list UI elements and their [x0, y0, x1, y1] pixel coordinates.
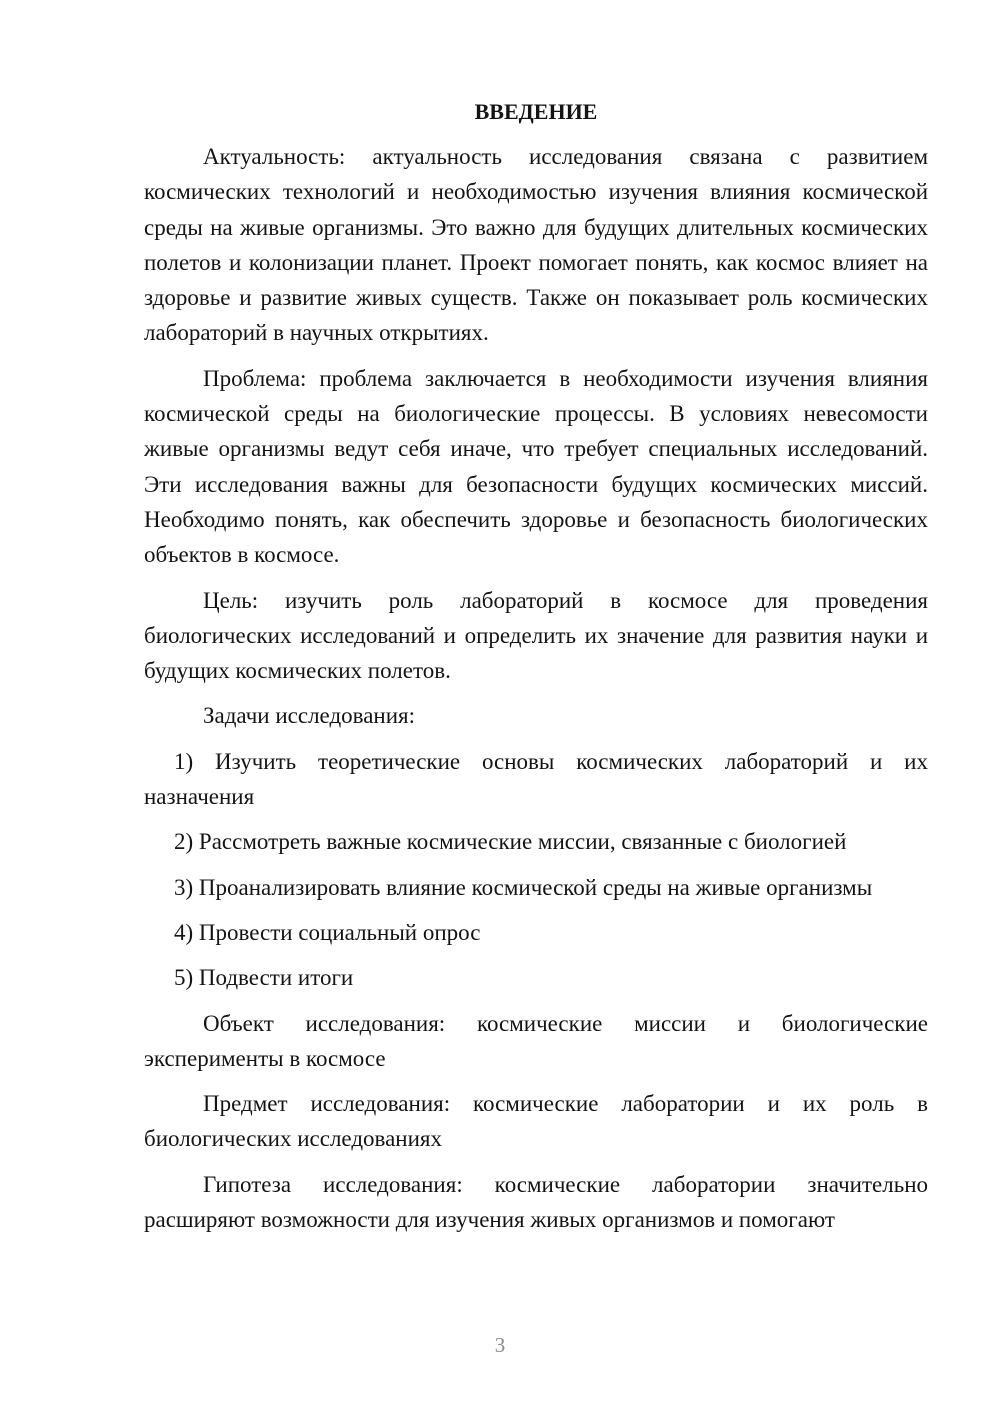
task-item-3: 3) Проанализировать влияние космической среды на живые организмы: [174, 874, 873, 900]
relevance-paragraph: Актуальность: актуальность исследования связана с развитием космических технологий и необходимостью изучения влияния космической среды на живые организмы. Это важно для будущих длительных космических полетов и колонизации планет. Проект помогает понять, как космос влияет на здоровье и развитие живых существ. Также он показывает роль космических лабораторий в научных открытиях.: [144, 144, 928, 346]
object-paragraph: Объект исследования: космические миссии и биологические эксперименты в космосе: [144, 1010, 928, 1071]
hypothesis-paragraph: Гипотеза исследования: космические лаборатории значительно расширяют возможности для изучения живых организмов и помогают: [144, 1171, 928, 1233]
goal-paragraph: Цель: изучить роль лабораторий в космосе для проведения биологических исследований и определить их значение для развития науки и будущих космических полетов.: [144, 587, 928, 684]
task-item-1: 1) Изучить теоретические основы космических лабораторий и их назначения: [144, 748, 928, 810]
task-item-2: 2) Рассмотреть важные космические миссии, связанные с биологией: [174, 829, 847, 855]
task-item-4: 4) Провести социальный опрос: [174, 919, 481, 945]
page-number: 3: [494, 1333, 506, 1357]
tasks-heading: Задачи исследования:: [203, 703, 416, 729]
page-content: [144, 94, 928, 1237]
section-heading: ВВЕДЕНИЕ: [474, 99, 598, 124]
task-item-5: 5) Подвести итоги: [174, 965, 354, 991]
subject-paragraph: Предмет исследования: космические лаборатории и их роль в биологических исследованиях: [144, 1091, 928, 1152]
problem-paragraph: Проблема: проблема заключается в необходимости изучения влияния космической среды на биологические процессы. В условиях невесомости живые организмы ведут себя иначе, что требует специальных исследований. Эти исследования важны для безопасности будущих космических миссий. Необходимо понять, как обеспечить здоровье и безопасность биологических объектов в космосе.: [144, 365, 928, 568]
